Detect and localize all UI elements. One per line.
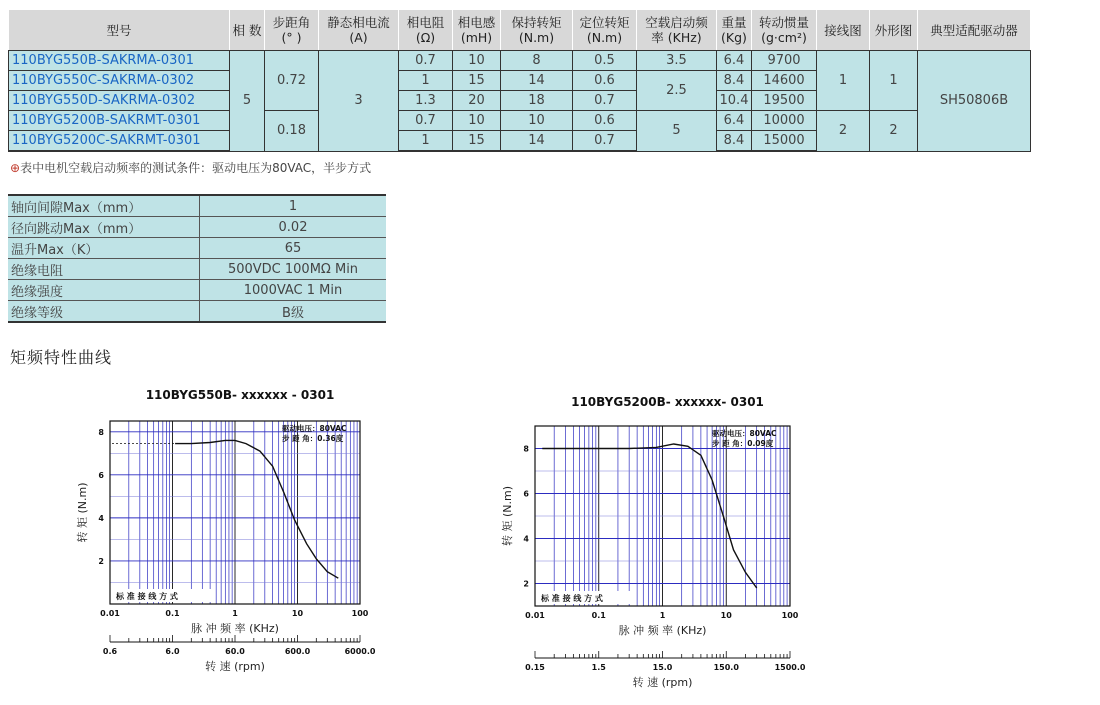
note-text: 表中电机空载启动频率的测试条件：驱动电压为80VAC，半步方式 bbox=[20, 161, 372, 175]
rpm-tick-label: 1.5 bbox=[591, 663, 606, 672]
rpm-tick-label: 0.6 bbox=[102, 647, 118, 656]
torque-frequency-chart-1 bbox=[70, 385, 400, 685]
rpm-tick-label: 0.15 bbox=[525, 663, 545, 672]
table-row bbox=[9, 111, 1031, 131]
col-header-model: 型号 bbox=[9, 10, 230, 51]
rpm-tick-label: 150.0 bbox=[713, 663, 739, 672]
note-mark-icon: ⊕ bbox=[10, 161, 21, 175]
start-freq-cell: 3.5 bbox=[637, 51, 717, 71]
x-tick-label: 0.01 bbox=[525, 611, 545, 620]
weight-cell: 10.4 bbox=[717, 91, 752, 111]
mech-label: 绝缘电阻 bbox=[8, 259, 200, 280]
model-link[interactable]: 110BYG550D-SAKRMA-0302 bbox=[9, 91, 230, 111]
wiring-cell: 2 bbox=[817, 111, 870, 152]
outline-cell: 2 bbox=[870, 111, 918, 152]
x-tick-label: 0.1 bbox=[165, 609, 180, 618]
test-condition-note bbox=[10, 159, 371, 176]
mech-value: 0.02 bbox=[200, 217, 387, 238]
current-cell: 3 bbox=[319, 51, 399, 152]
mech-row bbox=[8, 301, 386, 323]
inductance-cell: 20 bbox=[453, 91, 501, 111]
rpm-tick-label: 1500.0 bbox=[774, 663, 806, 672]
rpm-tick-label: 6000.0 bbox=[344, 647, 376, 656]
outline-cell: 1 bbox=[870, 51, 918, 111]
model-link[interactable]: 110BYG5200B-SAKRMT-0301 bbox=[9, 111, 230, 131]
table-row bbox=[9, 51, 1031, 71]
inductance-cell: 15 bbox=[453, 71, 501, 91]
x-tick-label: 1 bbox=[232, 609, 238, 618]
mech-label: 温升Max（K） bbox=[8, 238, 200, 259]
resistance-cell: 1 bbox=[399, 131, 453, 152]
spec-table-header bbox=[9, 10, 1031, 51]
model-link[interactable]: 110BYG5200C-SAKRMT-0301 bbox=[9, 131, 230, 152]
torque-frequency-chart-2 bbox=[495, 392, 815, 697]
y-tick-label: 2 bbox=[98, 556, 104, 566]
model-link[interactable]: 110BYG550C-SAKRMA-0302 bbox=[9, 71, 230, 91]
x-tick-label: 0.1 bbox=[591, 611, 606, 620]
mech-value: 65 bbox=[200, 238, 387, 259]
inertia-cell: 15000 bbox=[752, 131, 817, 152]
x-tick-label: 0.01 bbox=[100, 609, 120, 618]
motor-spec-table bbox=[8, 9, 1031, 152]
mech-row bbox=[8, 280, 386, 301]
y-tick-label: 8 bbox=[523, 444, 529, 454]
rpm-tick-label: 6.0 bbox=[165, 647, 180, 656]
detent-torque-cell: 0.7 bbox=[573, 131, 637, 152]
y-tick-label: 4 bbox=[523, 534, 529, 544]
inductance-cell: 10 bbox=[453, 51, 501, 71]
model-link[interactable]: 110BYG550B-SAKRMA-0301 bbox=[9, 51, 230, 71]
mech-value: B级 bbox=[200, 301, 387, 323]
col-header-start-freq: 空载启动频 率 (KHz) bbox=[637, 10, 717, 51]
inertia-cell: 10000 bbox=[752, 111, 817, 131]
step-angle-cell: 0.72 bbox=[265, 51, 319, 111]
detent-torque-cell: 0.7 bbox=[573, 91, 637, 111]
x-tick-label: 10 bbox=[720, 611, 732, 620]
col-header-inductance: 相电感 (mH) bbox=[453, 10, 501, 51]
col-header-driver: 典型适配驱动器 bbox=[918, 10, 1031, 51]
mech-label: 轴向间隙Max（mm） bbox=[8, 195, 200, 217]
drive-annotation: 驱动电压：80VAC bbox=[282, 424, 347, 433]
resistance-cell: 1 bbox=[399, 71, 453, 91]
wiring-cell: 1 bbox=[817, 51, 870, 111]
chart-title: 110BYG5200B- xxxxxx- 0301 bbox=[571, 395, 764, 409]
drive-annotation: 步 距 角：0.36度 bbox=[282, 434, 344, 443]
x-axis-label: 脉 冲 频 率 (KHz) bbox=[191, 622, 279, 635]
x-tick-label: 100 bbox=[781, 611, 799, 620]
col-header-inertia: 转动惯量 (g·cm²) bbox=[752, 10, 817, 51]
col-header-step-angle: 步距角 (° ) bbox=[265, 10, 319, 51]
wiring-method-label: 标 准 接 线 方 式 bbox=[116, 592, 178, 601]
mech-label: 径向跳动Max（mm） bbox=[8, 217, 200, 238]
weight-cell: 6.4 bbox=[717, 51, 752, 71]
col-header-detent-torque: 定位转矩 (N.m) bbox=[573, 10, 637, 51]
mech-row bbox=[8, 195, 386, 217]
inertia-cell: 14600 bbox=[752, 71, 817, 91]
chart-title: 110BYG550B- xxxxxx - 0301 bbox=[145, 388, 335, 402]
inductance-cell: 15 bbox=[453, 131, 501, 152]
detent-torque-cell: 0.6 bbox=[573, 71, 637, 91]
y-tick-label: 6 bbox=[523, 489, 529, 499]
holding-torque-cell: 8 bbox=[501, 51, 573, 71]
resistance-cell: 1.3 bbox=[399, 91, 453, 111]
col-header-phases: 相 数 bbox=[230, 10, 265, 51]
inertia-cell: 9700 bbox=[752, 51, 817, 71]
resistance-cell: 0.7 bbox=[399, 111, 453, 131]
inertia-cell: 19500 bbox=[752, 91, 817, 111]
inductance-cell: 10 bbox=[453, 111, 501, 131]
mech-label: 绝缘等级 bbox=[8, 301, 200, 323]
y-tick-label: 2 bbox=[523, 579, 529, 589]
weight-cell: 8.4 bbox=[717, 131, 752, 152]
col-header-resistance: 相电阻 (Ω) bbox=[399, 10, 453, 51]
driver-cell: SH50806B bbox=[918, 51, 1031, 152]
x-tick-label: 1 bbox=[659, 611, 666, 620]
rpm-axis-label: 转 速 (rpm) bbox=[632, 676, 693, 689]
holding-torque-cell: 14 bbox=[501, 131, 573, 152]
col-header-weight: 重量 (Kg) bbox=[717, 10, 752, 51]
x-axis-label: 脉 冲 频 率 (KHz) bbox=[618, 624, 707, 637]
holding-torque-cell: 14 bbox=[501, 71, 573, 91]
detent-torque-cell: 0.6 bbox=[573, 111, 637, 131]
start-freq-cell: 5 bbox=[637, 111, 717, 152]
step-angle-cell: 0.18 bbox=[265, 111, 319, 152]
mech-value: 1000VAC 1 Min bbox=[200, 280, 387, 301]
rpm-tick-label: 600.0 bbox=[284, 647, 311, 656]
weight-cell: 8.4 bbox=[717, 71, 752, 91]
y-axis-label: 转 矩 (N.m) bbox=[76, 482, 89, 543]
phases-cell: 5 bbox=[230, 51, 265, 152]
section-title: 矩频特性曲线 bbox=[10, 348, 113, 367]
col-header-current: 静态相电流 (A) bbox=[319, 10, 399, 51]
start-freq-cell: 2.5 bbox=[637, 71, 717, 111]
torque-curve bbox=[175, 440, 338, 578]
detent-torque-cell: 0.5 bbox=[573, 51, 637, 71]
y-tick-label: 4 bbox=[98, 513, 104, 523]
mech-row bbox=[8, 259, 386, 280]
drive-annotation: 驱动电压：80VAC bbox=[712, 429, 777, 438]
x-tick-label: 10 bbox=[291, 609, 304, 618]
y-axis-label: 转 矩 (N.m) bbox=[501, 485, 514, 547]
mech-value: 1 bbox=[200, 195, 387, 217]
weight-cell: 6.4 bbox=[717, 111, 752, 131]
holding-torque-cell: 18 bbox=[501, 91, 573, 111]
drive-annotation: 步 距 角：0.09度 bbox=[712, 439, 774, 448]
mech-label: 绝缘强度 bbox=[8, 280, 200, 301]
y-tick-label: 8 bbox=[98, 427, 104, 437]
mech-row bbox=[8, 238, 386, 259]
mechanical-spec-table bbox=[8, 194, 386, 323]
mech-row bbox=[8, 217, 386, 238]
col-header-holding-torque: 保持转矩 (N.m) bbox=[501, 10, 573, 51]
resistance-cell: 0.7 bbox=[399, 51, 453, 71]
rpm-axis-label: 转 速 (rpm) bbox=[205, 660, 265, 673]
rpm-tick-label: 15.0 bbox=[652, 663, 673, 672]
y-tick-label: 6 bbox=[98, 470, 104, 480]
x-tick-label: 100 bbox=[351, 609, 369, 618]
rpm-tick-label: 60.0 bbox=[225, 647, 245, 656]
col-header-wiring: 接线图 bbox=[817, 10, 870, 51]
mech-value: 500VDC 100MΩ Min bbox=[200, 259, 387, 280]
wiring-method-label: 标 准 接 线 方 式 bbox=[541, 594, 603, 603]
col-header-outline: 外形图 bbox=[870, 10, 918, 51]
holding-torque-cell: 10 bbox=[501, 111, 573, 131]
